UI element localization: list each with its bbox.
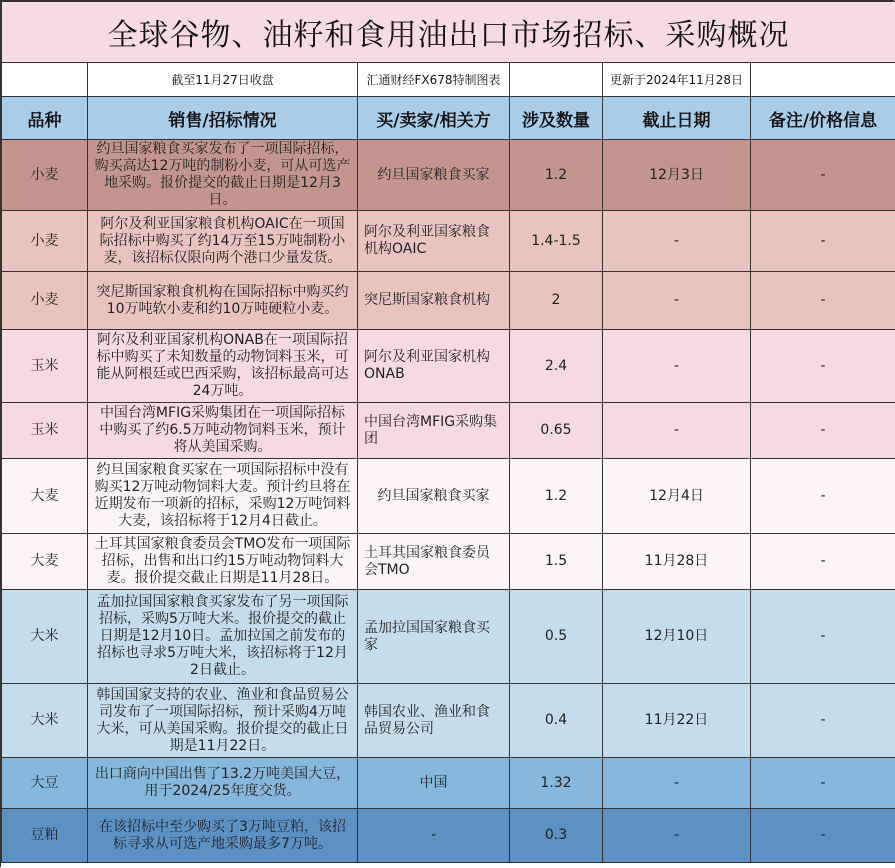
header-situation: 销售/招标情况 <box>88 97 358 140</box>
table-row <box>2 403 895 459</box>
cell-remark: - <box>751 330 895 403</box>
table-row <box>2 758 895 809</box>
header-deadline: 截止日期 <box>603 97 751 140</box>
cell-situation: 出口商向中国出售了13.2万吨美国大豆，用于2024/25年度交货。 <box>88 758 358 809</box>
cell-party: 约旦国家粮食买家 <box>358 140 510 211</box>
cell-deadline: - <box>603 809 751 863</box>
tender-table <box>1 1 895 863</box>
cell-variety: 大豆 <box>2 758 88 809</box>
header-quantity: 涉及数量 <box>510 97 603 140</box>
title-row <box>2 2 895 63</box>
cell-quantity: 1.4-1.5 <box>510 211 603 272</box>
cell-remark: - <box>751 590 895 684</box>
cell-remark: - <box>751 272 895 330</box>
cell-deadline: 12月10日 <box>603 590 751 684</box>
cell-variety: 大麦 <box>2 459 88 534</box>
header-variety: 品种 <box>2 97 88 140</box>
cell-quantity: 1.2 <box>510 459 603 534</box>
cell-quantity: 0.4 <box>510 684 603 758</box>
cell-quantity: 1.2 <box>510 140 603 211</box>
cell-situation: 中国台湾MFIG采购集团在一项国际招标中购买了约6.5万吨动物饲料玉米，预计将从美国采购。 <box>88 403 358 459</box>
cell-remark: - <box>751 403 895 459</box>
meta-row <box>2 63 895 97</box>
cell-party: 中国台湾MFIG采购集团 <box>358 403 510 459</box>
table-row <box>2 590 895 684</box>
cell-situation: 土耳其国家粮食委员会TMO发布一项国际招标，出售和出口约15万吨动物饲料大麦。报价提交截止日期是11月28日。 <box>88 534 358 590</box>
table-row <box>2 211 895 272</box>
cell-party: 阿尔及利亚国家机构ONAB <box>358 330 510 403</box>
cell-deadline: 12月4日 <box>603 459 751 534</box>
cell-party: - <box>358 809 510 863</box>
cell-quantity: 0.3 <box>510 809 603 863</box>
cell-remark: - <box>751 758 895 809</box>
cell-deadline: - <box>603 330 751 403</box>
table-row <box>2 140 895 211</box>
cell-remark: - <box>751 140 895 211</box>
cell-variety: 小麦 <box>2 272 88 330</box>
cell-remark: - <box>751 211 895 272</box>
cell-situation: 孟加拉国国家粮食买家发布了另一项国际招标，采购5万吨大米。报价提交的截止日期是12月10日。孟加拉国之前发布的招标也寻求5万吨大米，该招标将于12月2日截止。 <box>88 590 358 684</box>
meta-empty-3 <box>751 63 895 97</box>
cell-party: 孟加拉国国家粮食买家 <box>358 590 510 684</box>
cell-deadline: - <box>603 211 751 272</box>
cell-quantity: 0.65 <box>510 403 603 459</box>
page-title: 全球谷物、油籽和食用油出口市场招标、采购概况 <box>2 2 895 63</box>
cell-deadline: - <box>603 403 751 459</box>
cell-remark: - <box>751 459 895 534</box>
cell-deadline: 12月3日 <box>603 140 751 211</box>
cell-variety: 大米 <box>2 590 88 684</box>
cell-quantity: 2.4 <box>510 330 603 403</box>
cell-party: 突尼斯国家粮食机构 <box>358 272 510 330</box>
table-row <box>2 684 895 758</box>
cell-remark: - <box>751 684 895 758</box>
table-row <box>2 272 895 330</box>
cell-party: 阿尔及利亚国家粮食机构OAIC <box>358 211 510 272</box>
cell-party: 中国 <box>358 758 510 809</box>
meta-source: 汇通财经FX678特制图表 <box>358 63 510 97</box>
cell-situation: 韩国国家支持的农业、渔业和食品贸易公司发布了一项国际招标，预计采购4万吨大米，可从美国采购。报价提交的截止日期是11月22日。 <box>88 684 358 758</box>
cell-quantity: 2 <box>510 272 603 330</box>
cell-quantity: 1.32 <box>510 758 603 809</box>
cell-party: 土耳其国家粮食委员会TMO <box>358 534 510 590</box>
table-row <box>2 330 895 403</box>
meta-cutoff: 截至11月27日收盘 <box>88 63 358 97</box>
cell-deadline: - <box>603 272 751 330</box>
cell-situation: 阿尔及利亚国家粮食机构OAIC在一项国际招标中购买了约14万至15万吨制粉小麦，该招标仅限向两个港口少量发货。 <box>88 211 358 272</box>
header-row <box>2 97 895 140</box>
meta-empty-2 <box>510 63 603 97</box>
cell-remark: - <box>751 534 895 590</box>
cell-variety: 小麦 <box>2 140 88 211</box>
table-row <box>2 459 895 534</box>
meta-updated: 更新于2024年11月28日 <box>603 63 751 97</box>
cell-variety: 玉米 <box>2 330 88 403</box>
cell-quantity: 0.5 <box>510 590 603 684</box>
cell-variety: 大麦 <box>2 534 88 590</box>
cell-variety: 豆粕 <box>2 809 88 863</box>
cell-variety: 玉米 <box>2 403 88 459</box>
cell-party: 韩国农业、渔业和食品贸易公司 <box>358 684 510 758</box>
cell-situation: 阿尔及利亚国家机构ONAB在一项国际招标中购买了未知数量的动物饲料玉米，可能从阿根廷或巴西采购，该招标最高可达24万吨。 <box>88 330 358 403</box>
cell-variety: 小麦 <box>2 211 88 272</box>
cell-deadline: 11月22日 <box>603 684 751 758</box>
meta-empty-1 <box>2 63 88 97</box>
cell-remark: - <box>751 809 895 863</box>
header-party: 买/卖家/相关方 <box>358 97 510 140</box>
cell-situation: 在该招标中至少购买了3万吨豆粕，该招标寻求从可选产地采购最多7万吨。 <box>88 809 358 863</box>
header-remark: 备注/价格信息 <box>751 97 895 140</box>
table-row <box>2 809 895 863</box>
cell-situation: 突尼斯国家粮食机构在国际招标中购买约10万吨软小麦和约10万吨硬粒小麦。 <box>88 272 358 330</box>
cell-situation: 约旦国家粮食买家在一项国际招标中没有购买12万吨动物饲料大麦。预计约旦将在近期发布一项新的招标，采购12万吨饲料大麦，该招标将于12月4日截止。 <box>88 459 358 534</box>
cell-variety: 大米 <box>2 684 88 758</box>
table-row <box>2 534 895 590</box>
cell-party: 约旦国家粮食买家 <box>358 459 510 534</box>
cell-deadline: 11月28日 <box>603 534 751 590</box>
cell-situation: 约旦国家粮食买家发布了一项国际招标，购买高达12万吨的制粉小麦，可从可选产地采购。报价提交的截止日期是12月3日。 <box>88 140 358 211</box>
cell-quantity: 1.5 <box>510 534 603 590</box>
cell-deadline: - <box>603 758 751 809</box>
